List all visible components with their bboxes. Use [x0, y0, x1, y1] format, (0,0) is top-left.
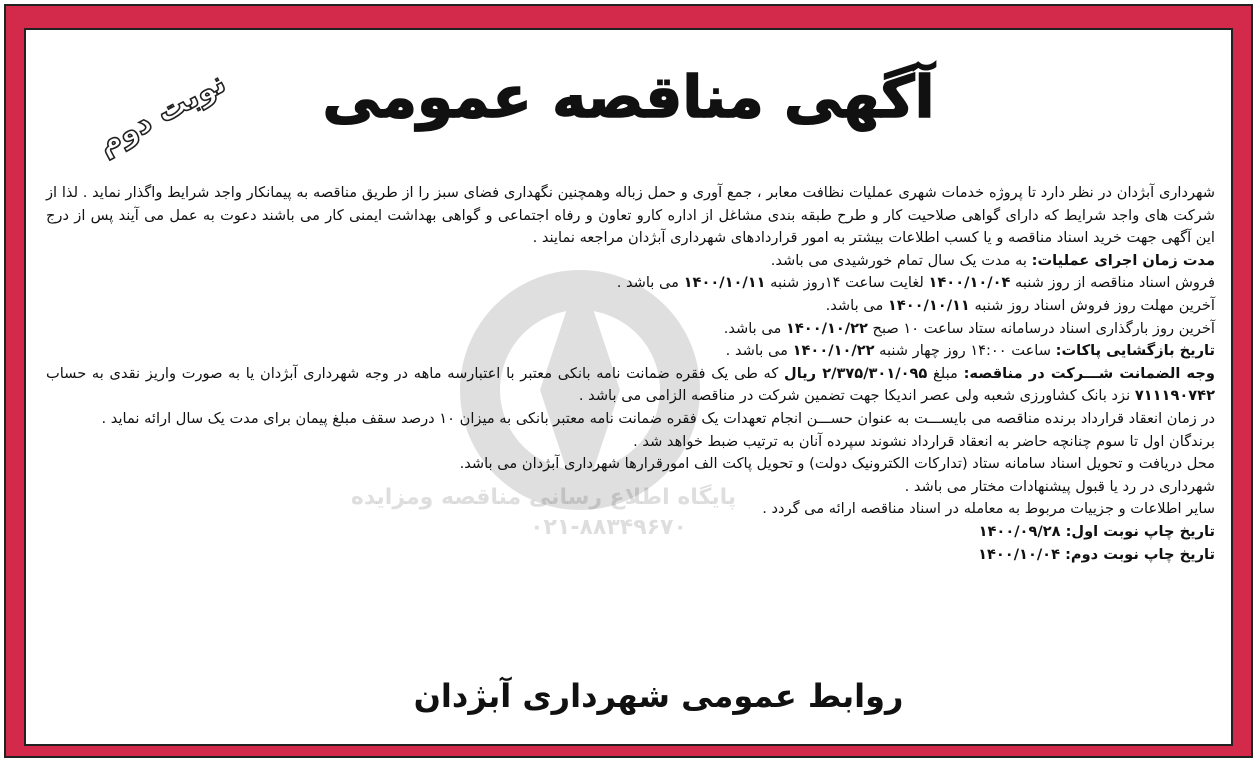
opening-label: تاریخ بازگشایی پاکات: — [1055, 342, 1215, 360]
upload-line — [46, 318, 1215, 341]
guarantee-label: وجه الضمانت شـــرکت در مناقصه: — [963, 364, 1215, 382]
print-date-1 — [46, 521, 1215, 544]
upload-date: ۱۴۰۰/۱۰/۲۲ — [785, 319, 868, 337]
opening-suffix: می باشد . — [725, 342, 793, 360]
guarantee-account: ۷۱۱۱۹۰۷۴۲ — [1134, 387, 1215, 405]
sale-date-to: ۱۴۰۰/۱۰/۱۱ — [683, 274, 766, 292]
sale-prefix: فروش اسناد مناقصه از روز شنبه — [1010, 274, 1215, 292]
opening-date: ۱۴۰۰/۱۰/۲۲ — [792, 342, 875, 360]
winners-line: برندگان اول تا سوم چنانچه حاضر به انعقاد قرارداد نشوند سپرده آنان به ترتیب ضبط خواهد شد . — [633, 432, 1215, 450]
guarantee-prefix: مبلغ — [927, 364, 964, 382]
print-date-2-label: تاریخ چاپ نوبت دوم: — [1060, 545, 1215, 563]
sale-middle: لغایت ساعت ۱۴روز شنبه — [765, 274, 929, 292]
intro-paragraph: شهرداری آبژدان در نظر دارد تا پروژه خدمات شهری عملیات نظافت معابر ، جمع آوری و حمل زباله وهمچنین نگهداری فضای سبز را از طریق مناقصه به پیمانکار واجد شرایط واگذار نماید . لذا از شرکت های واجد شرایط که دارای گواهی صلاحیت کار و طرح طبقه بندی مشاغل از اداره کارو تعاون و رفاه اجتماعی و گواهی بهداشت ایمنی کار می باشند دعوت به عمل می آیند پس از درج این آگهی جهت خرید اسناد مناقصه و یا کسب اطلاعات بیشتر به امور قراردادهای شهرداری آبژدان مراجعه نمایند . — [46, 184, 1215, 247]
notice-title: آگهی مناقصه عمومی — [322, 63, 935, 131]
print-date-1-label: تاریخ چاپ نوبت اول: — [1060, 522, 1215, 540]
opening-prefix: ساعت ۱۴:۰۰ روز چهار شنبه — [874, 342, 1056, 360]
upload-suffix: می باشد. — [723, 319, 786, 337]
stamp-second-round: نوبت دوم — [91, 65, 232, 162]
print-date-2-value: ۱۴۰۰/۱۰/۰۴ — [978, 545, 1060, 563]
watermark-line-2: ۰۲۱-۸۸۳۴۹۶۷۰ — [530, 515, 687, 540]
deadline-prefix: آخرین مهلت روز فروش اسناد روز شنبه — [969, 296, 1215, 314]
sale-suffix: می باشد . — [616, 274, 684, 292]
notice-body — [46, 182, 1215, 566]
performance-paragraph: در زمان انعقاد قرارداد برنده مناقصه می بایســـت به عنوان حســـن انجام تعهدات یک فقره ضمانت نامه معتبر بانکی به میزان ۱۰ درصد سقف مبلغ پیمان برای مدت یک سال ارائه نماید . — [101, 409, 1215, 427]
sale-date-from: ۱۴۰۰/۱۰/۰۴ — [928, 274, 1011, 292]
rights-line: شهرداری در رد یا قبول پیشنهادات مختار می باشد . — [904, 477, 1215, 495]
deadline-line — [46, 295, 1215, 318]
duration-line — [46, 250, 1215, 273]
guarantee-amount: ۲/۳۷۵/۳۰۱/۰۹۵ ریال — [784, 364, 928, 382]
duration-label: مدت زمان اجرای عملیات: — [1031, 251, 1215, 269]
other-info-line: سایر اطلاعات و جزییات مربوط به معامله در اسناد مناقصه ارائه می گردد . — [762, 500, 1215, 518]
delivery-line: محل دریافت و تحویل اسناد سامانه ستاد (تدارکات الکترونیک دولت) و تحویل پاکت الف امورقرارها شهرداری آبژدان می باشد. — [459, 455, 1215, 473]
print-date-2 — [46, 544, 1215, 567]
print-date-1-value: ۱۴۰۰/۰۹/۲۸ — [978, 522, 1061, 540]
deadline-date: ۱۴۰۰/۱۰/۱۱ — [887, 296, 970, 314]
opening-line — [46, 340, 1215, 363]
footer-signature: روابط عمومی شهرداری آبژدان — [413, 677, 904, 715]
duration-value: به مدت یک سال تمام خورشیدی می باشد. — [770, 251, 1032, 269]
guarantee-text-2: نزد بانک کشاورزی شعبه ولی عصر اندیکا جهت تضمین شرکت در مناقصه الزامی می باشد . — [578, 387, 1135, 405]
deadline-suffix: می باشد. — [825, 296, 888, 314]
upload-prefix: آخرین روز بارگذاری اسناد درسامانه ستاد ساعت ۱۰ صبح — [867, 319, 1215, 337]
guarantee-paragraph — [46, 363, 1215, 408]
guarantee-text-1: که طی یک فقره ضمانت نامه بانکی معتبر با اعتبارسه ماهه در وجه شهرداری آبژدان یا به صورت واریز نقدی به حساب — [46, 364, 785, 382]
watermark-line-1: پایگاه اطلاع رسانی مناقصه ومزایده — [350, 485, 737, 510]
sale-line — [46, 272, 1215, 295]
